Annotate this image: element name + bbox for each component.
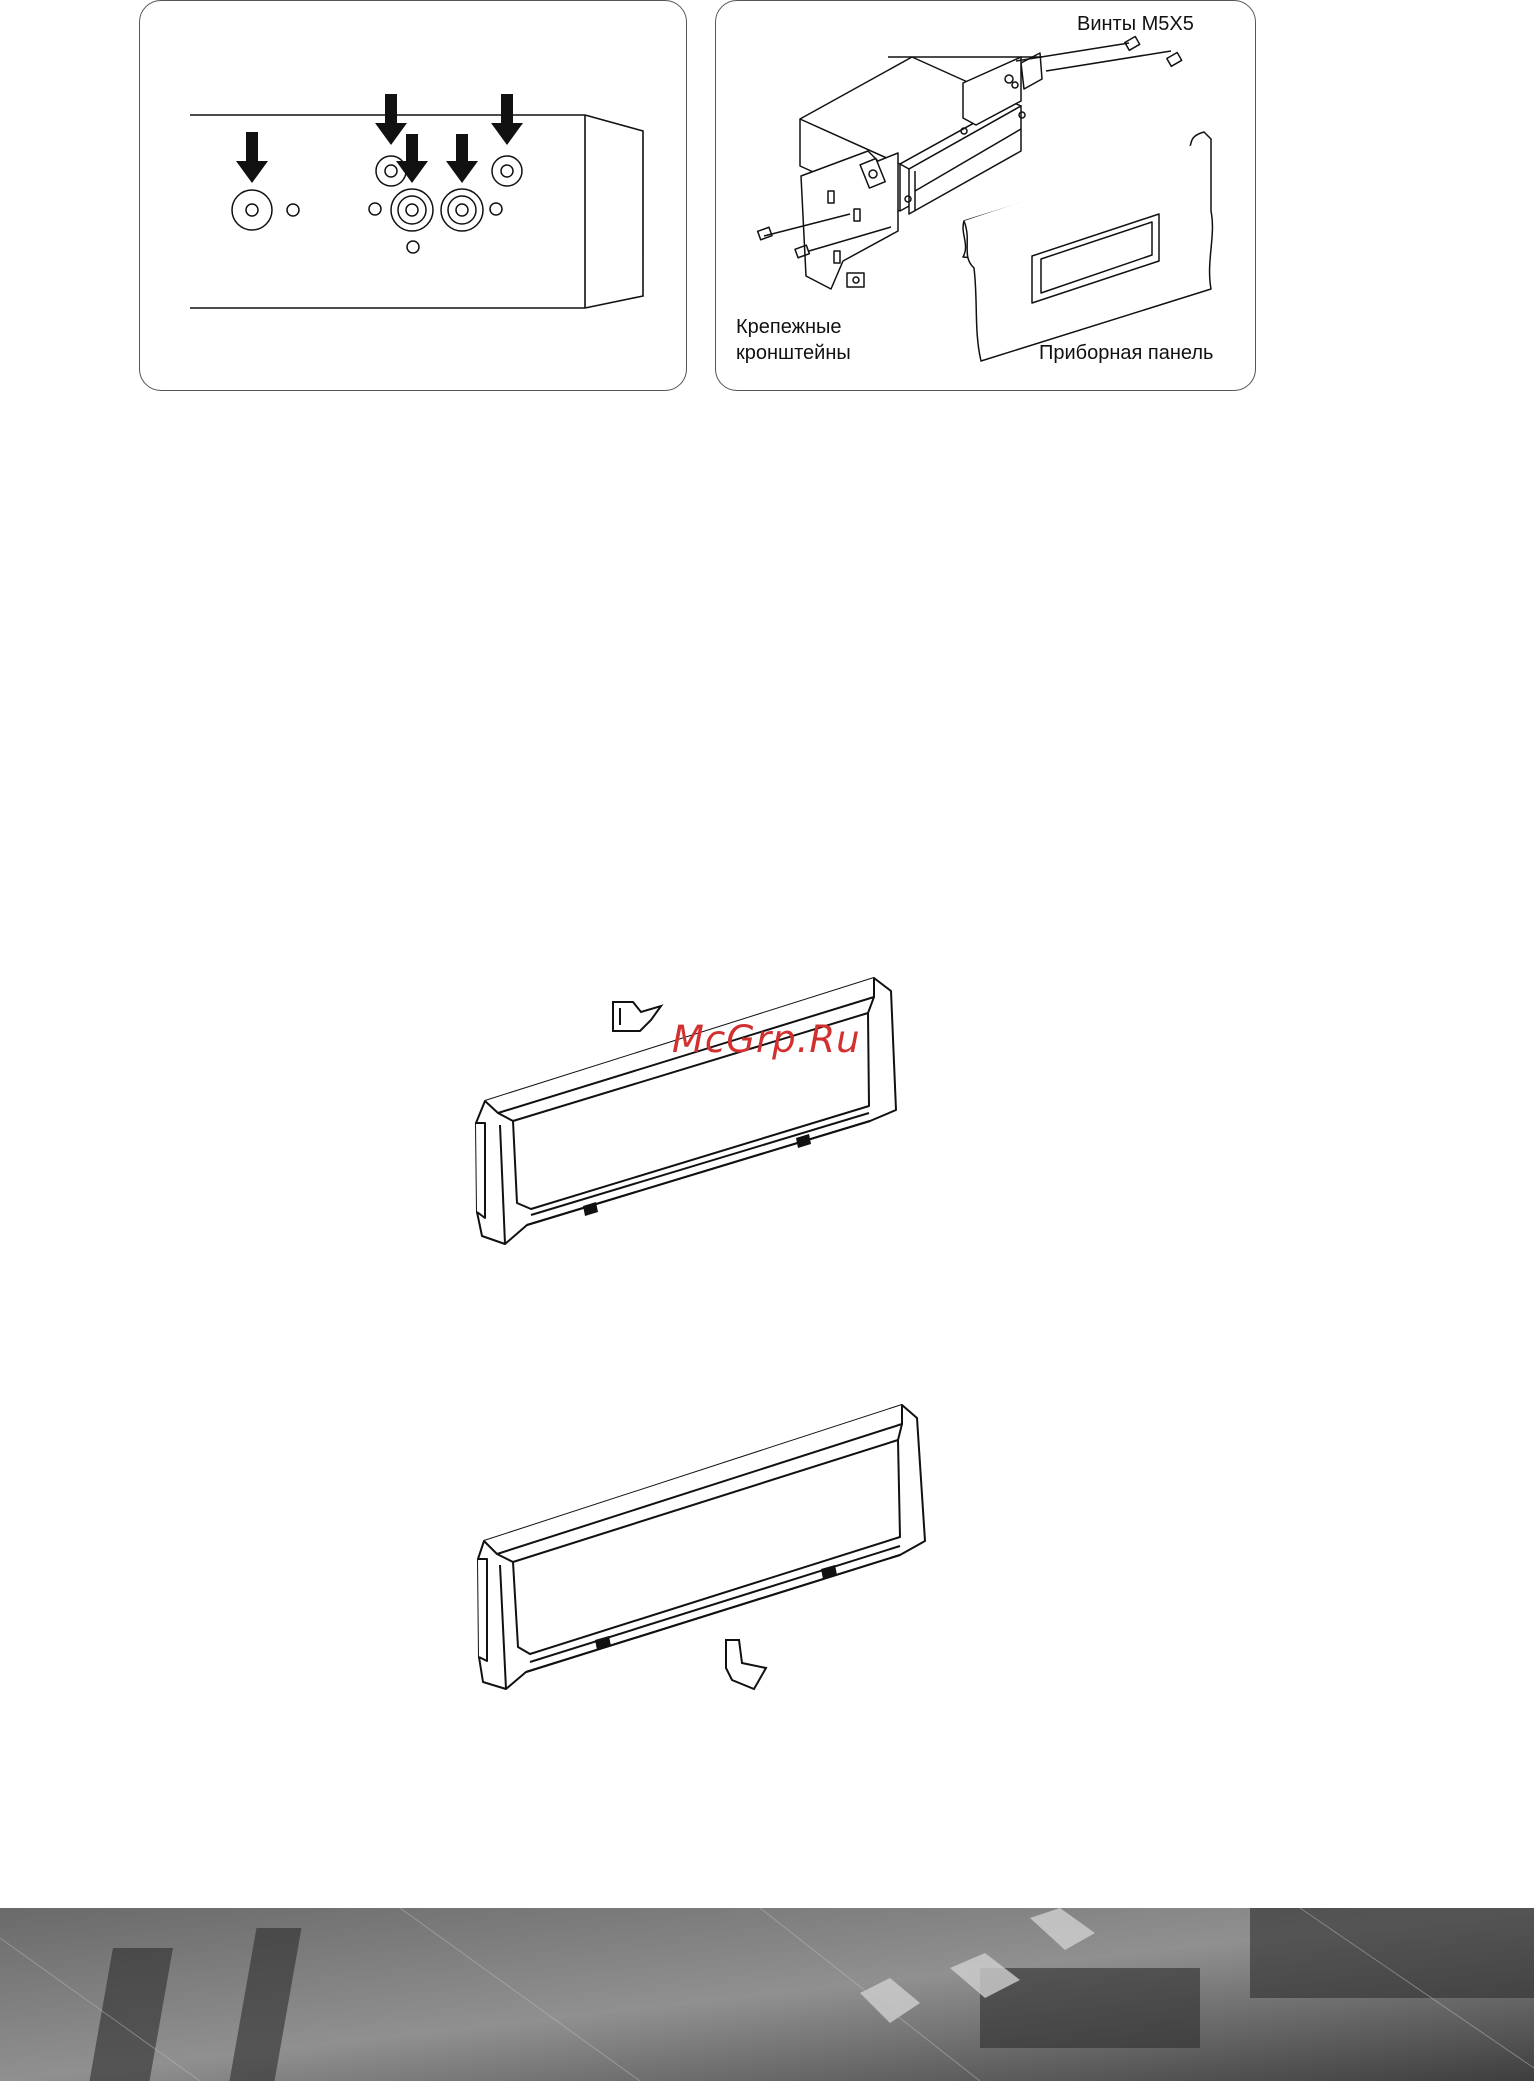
brackets-label-line2: кронштейны (736, 342, 851, 364)
brackets-label-line1: Крепежные (736, 316, 842, 338)
slide-arrow-down-icon (726, 1640, 766, 1689)
watermark: McGrp.Ru (672, 1018, 861, 1061)
dashboard-label: Приборная панель (1039, 342, 1214, 364)
footer-band (0, 1908, 1534, 2081)
screws-label: Винты М5Х5 (1077, 13, 1194, 35)
slide-arrow-icon (613, 1002, 661, 1031)
trim-frame-2 (478, 1405, 925, 1689)
